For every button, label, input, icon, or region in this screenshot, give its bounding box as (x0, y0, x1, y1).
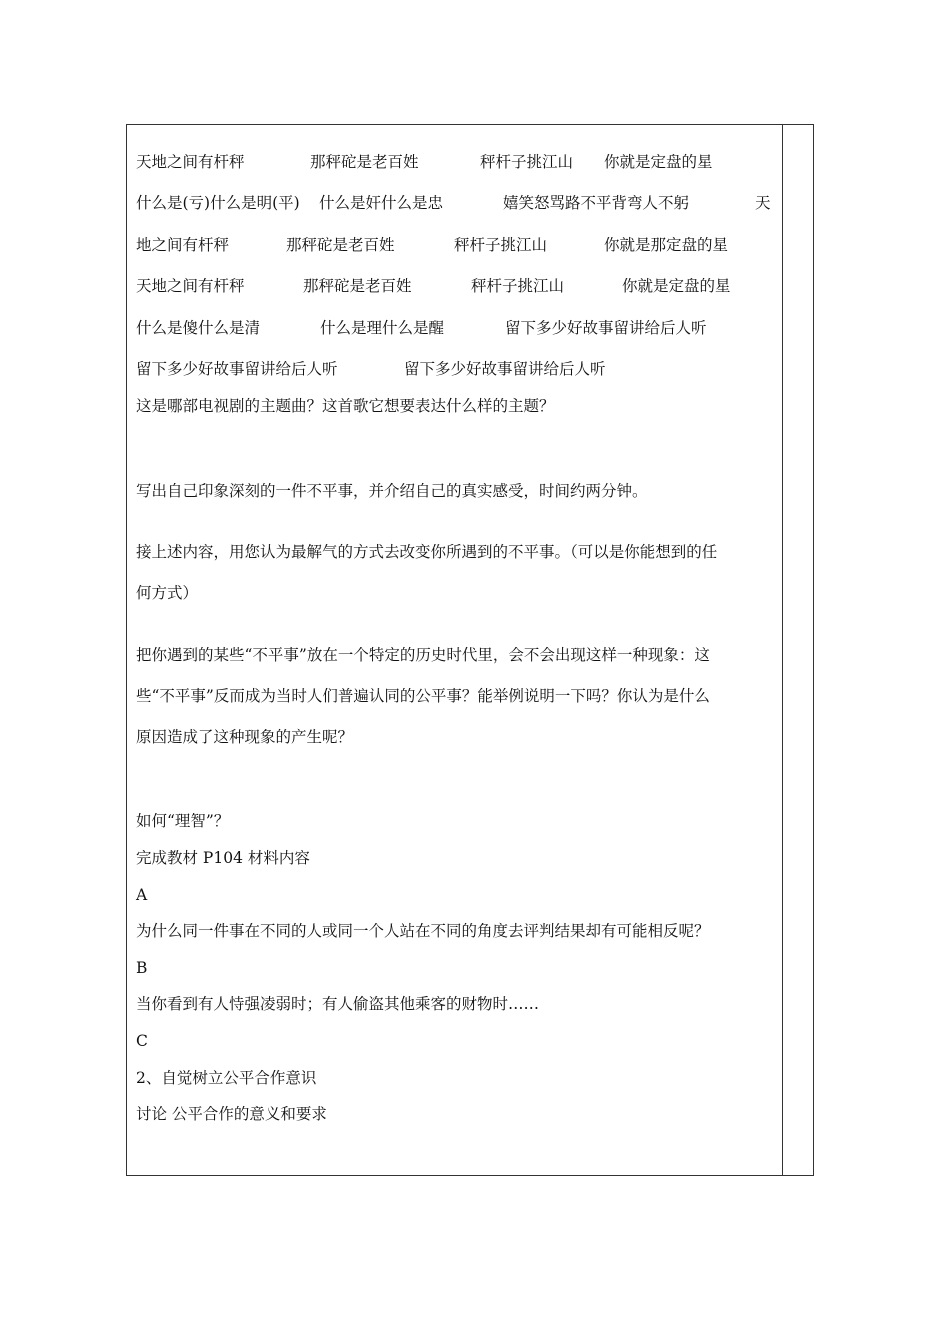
lyric-segment: 天 (755, 194, 771, 212)
label-c: C (136, 1032, 148, 1050)
question-a: 为什么同一件事在不同的人或同一个人站在不同的角度去评判结果却有可能相反呢？ (136, 922, 710, 940)
label-b: B (136, 959, 148, 977)
textbook-instruction: 完成教材 P104 材料内容 (136, 849, 310, 867)
lyric-segment: 地之间有杆秤 (136, 236, 230, 254)
lyric-segment: 秤杆子挑江山 (454, 236, 548, 254)
lyric-segment: 天地之间有杆秤 (136, 153, 245, 171)
task-history-line2: 些“不平事”反而成为当时人们普遍认同的公平事？能举例说明一下吗？你认为是什么 (136, 687, 710, 705)
task-describe-injustice: 写出自己印象深刻的一件不平事，并介绍自己的真实感受，时间约两分钟。 (136, 482, 648, 500)
lyrics-line-5 (136, 318, 707, 338)
lyric-segment: 秤杆子挑江山 (480, 153, 574, 171)
lyric-segment: 什么是理什么是醒 (320, 319, 445, 337)
lyric-segment: 你就是定盘的星 (604, 153, 713, 171)
section-heading-2: 2、自觉树立公平合作意识 (136, 1069, 317, 1087)
lyric-segment: 那秤砣是老百姓 (303, 277, 412, 295)
lyric-segment: 天地之间有杆秤 (136, 277, 245, 295)
lyric-segment: 什么是奸什么是忠 (319, 194, 444, 212)
lyrics-line-6 (136, 359, 606, 379)
lyric-segment: 你就是定盘的星 (622, 277, 731, 295)
lyric-segment: 那秤砣是老百姓 (286, 236, 395, 254)
lyric-segment: 嬉笑怒骂路不平背弯人不躬 (503, 194, 690, 212)
discussion-prompt: 讨论 公平合作的意义和要求 (136, 1105, 327, 1123)
heading-how-rational: 如何“理智”？ (136, 812, 230, 830)
lyrics-line-2 (136, 193, 771, 213)
lyric-segment: 留下多少好故事留讲给后人听 (136, 360, 338, 378)
label-a: A (136, 886, 148, 904)
task-history-line1: 把你遇到的某些“不平事”放在一个特定的历史时代里，会不会出现这样一种现象：这 (136, 646, 710, 664)
question-b: 当你看到有人恃强凌弱时；有人偷盗其他乘客的财物时…… (136, 995, 540, 1013)
lyric-segment: 什么是(亏)什么是明(平) (136, 194, 300, 212)
song-question: 这是哪部电视剧的主题曲？这首歌它想要表达什么样的主题？ (136, 397, 555, 415)
lyrics-line-3 (136, 235, 728, 255)
lyric-segment: 留下多少好故事留讲给后人听 (505, 319, 707, 337)
lyrics-line-4 (136, 276, 731, 296)
side-column-divider (782, 124, 783, 1176)
lyrics-line-1 (136, 152, 713, 172)
lyric-segment: 留下多少好故事留讲给后人听 (404, 360, 606, 378)
task-history-line3: 原因造成了这种现象的产生呢？ (136, 728, 354, 746)
lyric-segment: 那秤砣是老百姓 (310, 153, 419, 171)
task-change-injustice-line2: 何方式） (136, 584, 199, 602)
task-change-injustice-line1: 接上述内容，用您认为最解气的方式去改变你所遇到的不平事。（可以是你能想到的任 (136, 543, 718, 561)
lyric-segment: 秤杆子挑江山 (471, 277, 565, 295)
lyric-segment: 什么是傻什么是清 (136, 319, 261, 337)
lyric-segment: 你就是那定盘的星 (604, 236, 729, 254)
